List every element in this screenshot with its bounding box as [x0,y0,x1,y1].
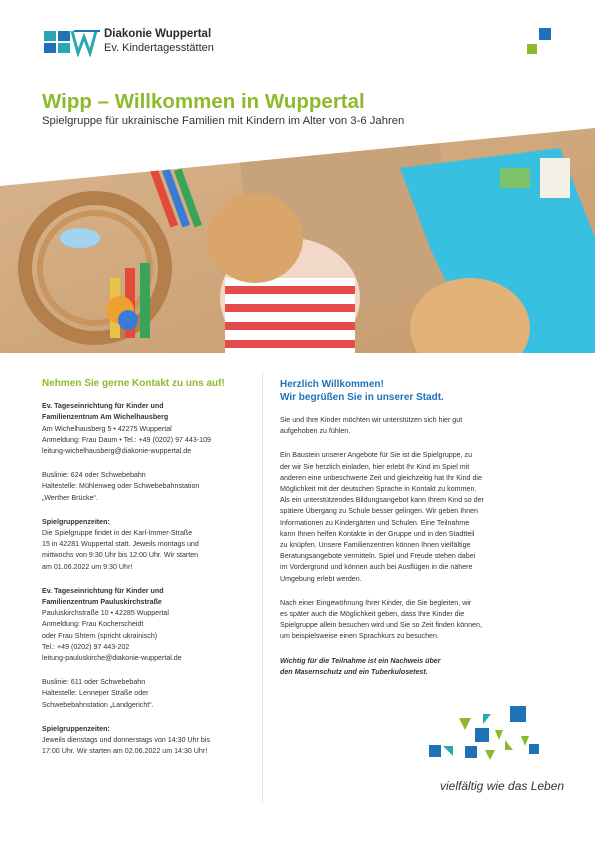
welcome-heading-line: Herzlich Willkommen! [280,379,384,390]
address-line: Pauluskirchstraße 10 • 42285 Wuppertal [42,609,169,618]
transport-line: Schwebebahnstation „Landgericht“. [42,700,154,709]
paragraph-line: spätere Übergang zu Schule besser gelingen. Wir geben Ihnen [280,507,478,516]
org-subname: Ev. Kindertagesstätten [104,42,214,54]
decorative-pattern [425,700,545,775]
transport-line: Haltestelle: Lenneper Straße oder [42,689,149,698]
paragraph-line: der wir Sie herzlich einladen, hier erlebt Ihr Kind im Spiel mit [280,462,470,471]
times-line: 15 in 42281 Wuppertal statt. Jeweils montags und [42,540,199,549]
note-line: den Masernschutz und ein Tuberkulosetest. [280,667,428,676]
page-title: Wipp – Willkommen in Wuppertal [42,90,365,113]
welcome-paragraph-2 [280,450,555,584]
transport-line: „Werther Brücke“. [42,493,98,502]
address-block-pauluskirch [42,586,242,664]
block-head-line: Ev. Tageseinrichtung für Kinder und [42,586,164,595]
transport-line: Haltestelle: Mühlenweg oder Schwebebahnstation [42,482,200,491]
contact-line: Anmeldung: Frau Kocherscheidt [42,620,144,629]
paragraph-line: Ein Baustein unserer Angebote für Sie ist die Spielgruppe, zu [280,451,473,460]
paragraph-line: Informationen zu Kindergärten und Schulen. Eine Teilnahme [280,518,470,527]
paragraph-line: Umgebung erlebt werden. [280,574,362,583]
important-note [280,656,555,678]
times-head: Spielgruppenzeiten: [42,724,110,733]
contact-line: oder Frau Shtern (spricht ukrainisch) [42,631,158,640]
block-head-line: Familienzentrum Am Wichelhausberg [42,413,169,422]
times-line: am 01.06.2022 um 9:30 Uhr! [42,562,133,571]
block-head-line: Ev. Tageseinrichtung für Kinder und [42,402,164,411]
transport-line: Buslinie: 611 oder Schwebebahn [42,678,146,687]
phone-line: Tel.: +49 (0202) 97 443-202 [42,642,130,651]
contact-heading: Nehmen Sie gerne Kontakt zu uns auf! [42,378,225,389]
transport-line: Buslinie: 624 oder Schwebebahn [42,471,146,480]
paragraph-line: es später auch die Möglichkeit geben, dass Ihre Kinder die [280,610,465,619]
contact-column [42,378,242,757]
welcome-column [280,378,555,678]
paragraph-line: anderen eine unbeschwerte Zeit und gleichzeitig hat Ihr Kind die [280,473,482,482]
paragraph-line: im Vordergrund und können auch bei Ausflügen in die nähere [280,563,473,572]
email-link[interactable]: leitung-pauluskirche@diakonie-wuppertal.de [42,654,182,663]
transport-block-wichelhausberg [42,470,242,504]
times-line: Jeweils dienstags und donnerstags von 14:30 Uhr bis [42,736,210,745]
paragraph-line: aufgehoben zu fühlen. [280,427,351,436]
welcome-paragraph-1 [280,415,555,437]
paragraph-line: Als ein unterstützendes Bildungsangebot kann Ihrem Kind so der [280,496,484,505]
times-head: Spielgruppenzeiten: [42,517,110,526]
address-block-wichelhausberg [42,401,242,457]
paragraph-line: kann Ihnen helfen Kontakte in der Gruppe und in den Stadtteil [280,529,475,538]
transport-block-pauluskirch [42,677,242,711]
paragraph-line: um beispielsweise einen Sprachkurs zu besuchen. [280,632,439,641]
paragraph-line: Möglichkeit mit der deutschen Sprache in Kontakt zu kommen. [280,485,477,494]
block-head-line: Familienzentrum Pauluskirchstraße [42,598,162,607]
diakonie-logo [42,27,104,57]
page-subtitle: Spielgruppe für ukrainische Familien mit Kindern im Alter von 3-6 Jahren [42,115,405,127]
times-line: 17:00 Uhr. Wir starten am 02.06.2022 um 14:30 Uhr! [42,747,208,756]
email-link[interactable]: leitung-wichelhausberg@diakonie-wuppertal.de [42,447,192,456]
paragraph-line: Beratungsangebote vermitteln. Spiel und Freude stehen dabei [280,552,476,561]
org-name: Diakonie Wuppertal [104,28,212,40]
address-line: Am Wichelhausberg 5 • 42275 Wuppertal [42,424,172,433]
paragraph-line: zu knüpfen. Unsere Familienzentren können Ihnen vielfältige [280,541,471,550]
paragraph-line: Nach einer Eingewöhnung Ihrer Kinder, die Sie begleiten, wir [280,598,472,607]
note-line: Wichtig für die Teilnahme ist ein Nachweis über [280,656,441,665]
times-line: mittwochs von 9:30 Uhr bis 12:00 Uhr. Wir starten [42,551,199,560]
header-photo [0,128,595,353]
paragraph-line: Sie und Ihre Kinder möchten wir unterstützen sich hier gut [280,416,463,424]
welcome-paragraph-3 [280,598,555,643]
slogan: vielfältig wie das Leben [440,779,565,793]
times-line: Die Spielgruppe findet in der Karl-Immer-Straße [42,529,193,538]
phone-line: Anmeldung: Frau Daum • Tel.: +49 (0202) 97 443-109 [42,435,211,444]
decorative-shapes-top [525,26,555,56]
welcome-heading [280,378,555,404]
times-block-1 [42,517,242,573]
paragraph-line: Spielgruppe allein besuchen wird und Sie so Zeit finden können, [280,621,482,630]
org-name-block [104,27,214,55]
times-block-2 [42,724,242,758]
column-divider [262,372,263,802]
welcome-heading-line: Wir begrüßen Sie in unserer Stadt. [280,392,444,403]
